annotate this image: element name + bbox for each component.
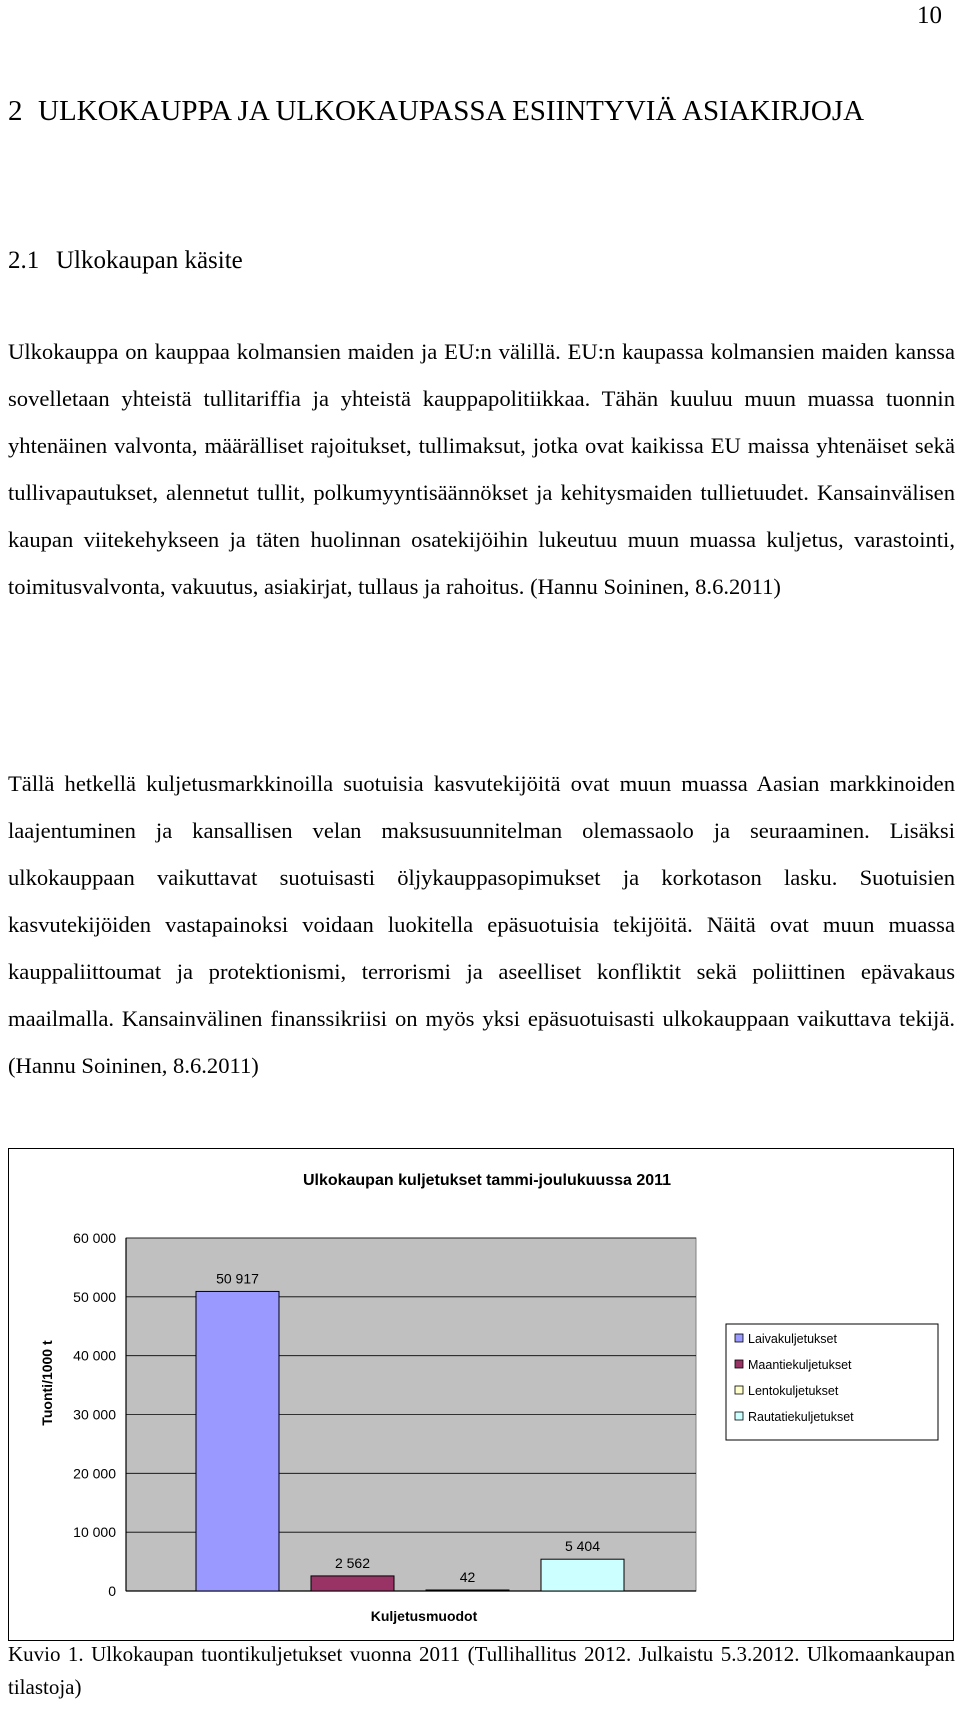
y-tick-label: 50 000 (73, 1288, 116, 1305)
legend-swatch (735, 1334, 743, 1342)
legend-entry: Laivakuljetukset (748, 1332, 837, 1346)
y-tick-label: 40 000 (73, 1347, 116, 1364)
bar-chart (8, 1148, 954, 1641)
section-title: Ulkokaupan käsite (56, 247, 243, 274)
section-heading (8, 247, 243, 275)
chart-title: Ulkokaupan kuljetukset tammi-joulukuussa 2011 (302, 1172, 672, 1189)
y-tick-label: 20 000 (73, 1465, 116, 1482)
page-number: 10 (917, 2, 942, 29)
body-paragraph-2: Tällä hetkellä kuljetusmarkkinoilla suotuisia kasvutekijöitä ovat muun muassa Aasian markkinoiden laajentuminen ja kansallisen velan maksusuunnitelman olemassaolo ja seuraaminen. Lisäksi ulkokauppaan vaikuttavat suotuisasti öljykauppasopimukset ja korkotason lasku. Suotuisien kasvutekijöiden vastapainoksi voidaan luokitella epäsuotuisia tekijöitä. Näitä ovat muun muassa kauppaliittoumat ja protektionismi, terrorismi ja aseelliset konfliktit sekä poliittinen epävakaus maailmalla. Kansainvälinen finanssikriisi on myös yksi epäsuotuisasti ulkokauppaan vaikuttava tekijä. (Hannu Soininen, 8.6.2011) (8, 771, 955, 1078)
chapter-number: 2 (8, 95, 23, 127)
legend-swatch (735, 1360, 743, 1368)
y-tick-label: 30 000 (73, 1406, 116, 1423)
chapter-heading (8, 92, 908, 130)
body-paragraph-1: Ulkokauppa on kauppaa kolmansien maiden ja EU:n välillä. EU:n kaupassa kolmansien maiden kanssa sovelletaan yhteistä tullitariffia ja yhteistä kauppapolitiikkaa. Tähän kuuluu muun muassa tuonnin yhtenäinen valvonta, määrälliset rajoitukset, tullimaksut, jotka ovat kaikissa EU maissa yhtenäiset sekä tullivapautukset, alennetut tullit, polkumyyntisäännökset ja kehitysmaiden tullietuudet. Kansainvälisen kaupan viitekehykseen ja täten huolinnan osatekijöihin lukeutuu muun muassa kuljetus, varastointi, toimitusvalvonta, vakuutus, asiakirjat, tullaus ja rahoitus. (Hannu Soininen, 8.6.2011) (8, 339, 955, 599)
y-tick-label: 10 000 (73, 1524, 116, 1541)
legend-entry: Rautatiekuljetukset (748, 1410, 854, 1424)
chapter-title: ULKOKAUPPA JA ULKOKAUPASSA ESIINTYVIÄ ASIAKIRJOJA (38, 95, 865, 127)
chart-legend (726, 1324, 938, 1440)
data-label: 2 562 (334, 1554, 371, 1571)
figure-caption: Kuvio 1. Ulkokaupan tuontikuljetukset vuonna 2011 (Tullihallitus 2012. Julkaistu 5.3.2012. Ulkomaankaupan tilastoja) (8, 1642, 955, 1699)
data-label: 42 (459, 1569, 476, 1585)
chart-figure (8, 1148, 954, 1641)
section-number: 2.1 (8, 247, 40, 274)
data-label: 5 404 (564, 1538, 601, 1555)
legend-entry: Maantiekuljetukset (748, 1358, 852, 1372)
bar-maantiekuljetukset (311, 1576, 394, 1591)
y-axis-label: Tuonti/1000 t (39, 1340, 55, 1426)
legend-swatch (735, 1386, 743, 1394)
bar-rautatiekuljetukset (541, 1559, 624, 1591)
plot-area (73, 1230, 696, 1599)
legend-entry: Lentokuljetukset (748, 1384, 839, 1398)
y-tick-label: 0 (108, 1583, 116, 1599)
legend-swatch (735, 1412, 743, 1420)
y-tick-label: 60 000 (73, 1230, 116, 1246)
data-label: 50 917 (216, 1270, 259, 1287)
bar-laivakuljetukset (196, 1291, 279, 1591)
x-axis-label: Kuljetusmuodot (370, 1608, 478, 1624)
bar-lentokuljetukset (426, 1590, 509, 1591)
